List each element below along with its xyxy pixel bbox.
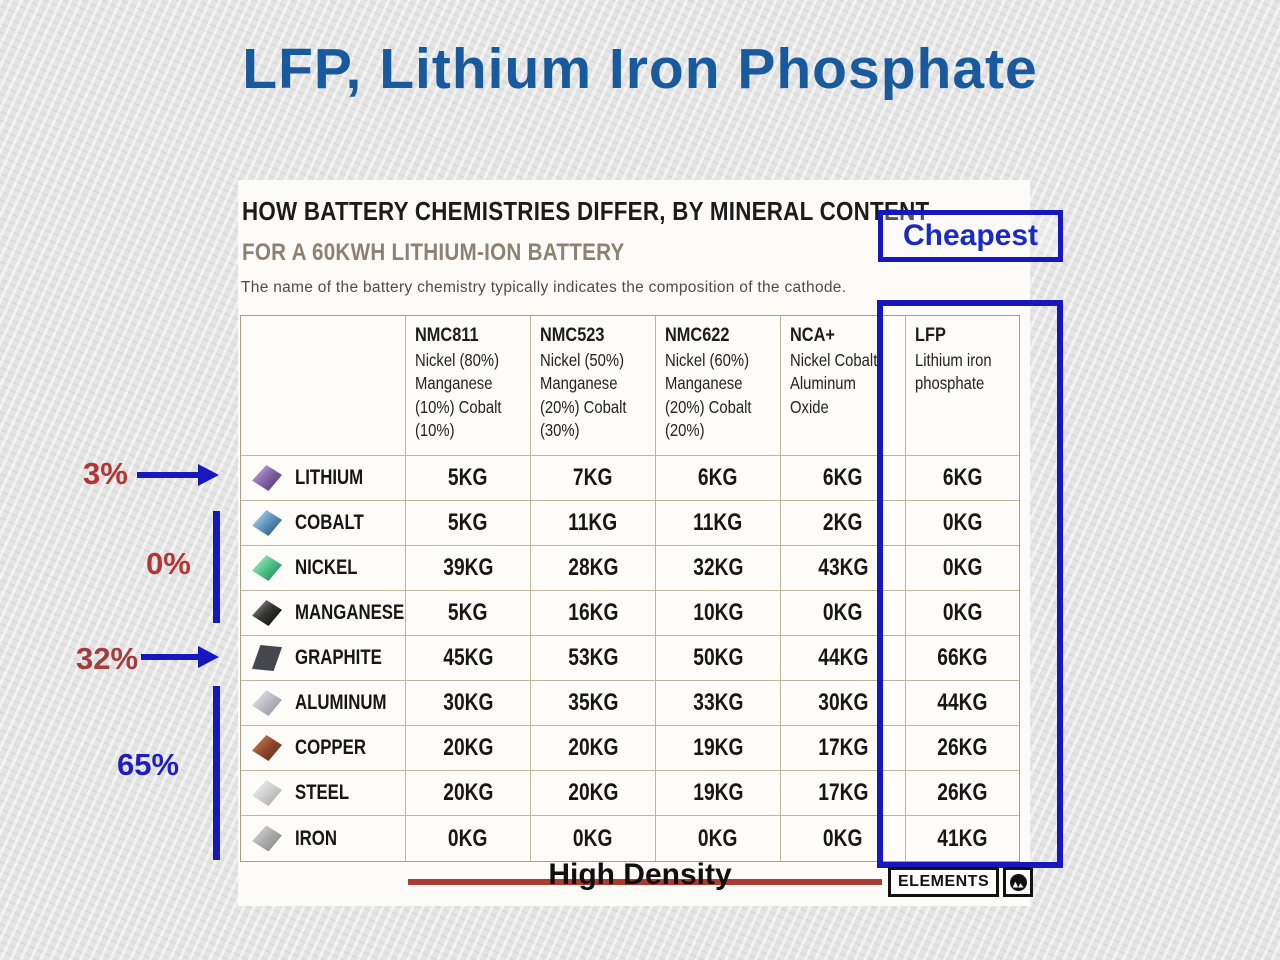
high-density-label: High Density <box>548 858 732 891</box>
value-text: 20KG <box>567 779 619 806</box>
value-text: 11KG <box>568 509 618 536</box>
percent-label-cobalt-nickel-manganese: 0% <box>146 546 191 581</box>
value-text: 0KG <box>448 824 488 852</box>
aluminum-mineral-icon <box>252 690 282 716</box>
value-text: 6KG <box>942 464 983 491</box>
column-header-nmc523 <box>531 316 656 456</box>
value-cell <box>656 816 781 861</box>
value-text: 66KG <box>937 644 988 671</box>
mineral-name: GRAPHITE <box>295 646 382 669</box>
value-cell <box>531 546 656 591</box>
column-header-nmc622 <box>656 316 781 456</box>
value-cell <box>656 456 781 501</box>
value-text: 0KG <box>698 824 738 852</box>
value-text: 19KG <box>692 779 744 806</box>
mineral-name: ALUMINUM <box>295 691 387 714</box>
row-label-lithium <box>241 456 406 501</box>
value-text: 2KG <box>823 509 863 536</box>
value-text: 7KG <box>573 464 613 491</box>
value-text: 16KG <box>567 599 619 626</box>
table-corner-cell <box>241 316 406 456</box>
mineral-name: COBALT <box>295 511 364 534</box>
column-composition: Lithium iron phosphate <box>915 350 992 394</box>
copper-mineral-icon <box>252 735 282 761</box>
bracket-line <box>213 511 220 623</box>
percent-label-aluminum-copper-steel-iron: 65% <box>117 747 180 782</box>
column-composition: Nickel (50%) Manganese (20%) Cobalt (30%) <box>540 350 627 440</box>
value-cell <box>531 681 656 726</box>
arrow-line <box>141 654 199 660</box>
value-text: 44KG <box>817 644 869 671</box>
value-text: 26KG <box>937 734 988 761</box>
value-cell <box>406 456 531 501</box>
elements-mountain-logo-icon <box>1010 874 1027 891</box>
value-text: 43KG <box>817 554 869 581</box>
value-cell <box>531 456 656 501</box>
value-text: 30KG <box>817 689 869 716</box>
value-cell <box>531 636 656 681</box>
mineral-name: LITHIUM <box>295 466 364 489</box>
value-text: 0KG <box>942 599 983 626</box>
value-text: 0KG <box>942 554 983 581</box>
value-text: 0KG <box>573 824 613 852</box>
value-cell <box>406 726 531 771</box>
column-name: NCA+ <box>790 325 835 346</box>
value-cell <box>656 726 781 771</box>
value-text: 45KG <box>442 644 494 671</box>
value-cell <box>656 501 781 546</box>
column-composition: Nickel (80%) Manganese (10%) Cobalt (10%) <box>415 350 502 440</box>
value-cell <box>531 501 656 546</box>
mineral-name: STEEL <box>295 781 350 804</box>
value-cell <box>406 546 531 591</box>
value-cell <box>406 816 531 861</box>
value-text: 17KG <box>817 734 869 761</box>
mountain-peaks-glyph <box>1013 882 1024 888</box>
value-cell <box>406 771 531 816</box>
value-cell <box>531 591 656 636</box>
infographic-subheading: FOR A 60KWH LITHIUM-ION BATTERY <box>242 239 625 266</box>
row-label-steel <box>241 771 406 816</box>
infographic-description: The name of the battery chemistry typically indicates the composition of the cathode. <box>241 279 847 296</box>
value-text: 10KG <box>692 599 744 626</box>
mineral-name: MANGANESE <box>295 601 405 624</box>
percent-label-lithium: 3% <box>83 456 128 491</box>
value-text: 53KG <box>567 644 619 671</box>
column-name: NMC811 <box>415 325 479 346</box>
manganese-mineral-icon <box>252 600 282 626</box>
mineral-name: IRON <box>295 826 337 850</box>
value-text: 28KG <box>567 554 619 581</box>
value-text: 17KG <box>817 779 869 806</box>
iron-mineral-icon <box>252 826 282 852</box>
value-text: 20KG <box>442 779 494 806</box>
cheapest-label: Cheapest <box>902 219 1039 252</box>
value-text: 50KG <box>692 644 744 671</box>
row-label-nickel <box>241 546 406 591</box>
value-text: 33KG <box>692 689 744 716</box>
value-cell <box>656 636 781 681</box>
value-cell <box>656 681 781 726</box>
value-cell <box>406 681 531 726</box>
value-text: 5KG <box>448 464 488 491</box>
mineral-name: NICKEL <box>295 556 358 579</box>
value-text: 32KG <box>692 554 744 581</box>
nickel-mineral-icon <box>252 555 282 581</box>
value-cell <box>656 771 781 816</box>
graphite-mineral-icon <box>252 645 282 671</box>
mineral-name: COPPER <box>295 736 366 759</box>
value-cell <box>406 501 531 546</box>
infographic-heading: HOW BATTERY CHEMISTRIES DIFFER, BY MINERAL CONTENT <box>242 196 930 226</box>
value-text: 0KG <box>823 824 863 852</box>
value-cell <box>406 636 531 681</box>
value-text: 20KG <box>442 734 494 761</box>
value-text: 19KG <box>692 734 744 761</box>
bracket-line <box>213 686 220 860</box>
value-cell <box>656 546 781 591</box>
value-text: 44KG <box>937 689 988 716</box>
column-composition: Nickel Cobalt Aluminum Oxide <box>790 350 878 417</box>
value-text: 6KG <box>698 464 738 491</box>
percent-label-graphite: 32% <box>76 641 139 676</box>
column-name: NMC523 <box>540 325 605 346</box>
value-text: 41KG <box>937 824 988 852</box>
row-label-iron <box>241 816 406 861</box>
value-cell <box>531 816 656 861</box>
value-text: 0KG <box>823 599 863 626</box>
value-text: 0KG <box>942 509 983 536</box>
value-text: 30KG <box>442 689 494 716</box>
slide-title: LFP, Lithium Iron Phosphate <box>242 37 1038 101</box>
arrow-right-icon <box>198 464 219 486</box>
steel-mineral-icon <box>252 780 282 806</box>
value-text: 11KG <box>693 509 743 536</box>
value-cell <box>531 726 656 771</box>
value-text: 20KG <box>567 734 619 761</box>
row-label-cobalt <box>241 501 406 546</box>
row-label-copper <box>241 726 406 771</box>
value-text: 35KG <box>567 689 619 716</box>
arrow-line <box>137 472 199 478</box>
value-text: 5KG <box>448 509 488 536</box>
column-name: NMC622 <box>665 325 730 346</box>
row-label-aluminum <box>241 681 406 726</box>
column-header-nmc811 <box>406 316 531 456</box>
value-text: 5KG <box>448 599 488 626</box>
row-label-graphite <box>241 636 406 681</box>
value-text: 26KG <box>937 779 988 806</box>
cobalt-mineral-icon <box>252 510 282 536</box>
value-cell <box>531 771 656 816</box>
lithium-mineral-icon <box>252 465 282 491</box>
arrow-right-icon <box>198 646 219 668</box>
elements-brand-logo <box>888 867 1033 897</box>
row-label-manganese <box>241 591 406 636</box>
cheapest-callout <box>878 210 1063 262</box>
brand-icon-box <box>1003 867 1033 897</box>
value-cell <box>656 591 781 636</box>
column-name: LFP <box>915 325 946 346</box>
brand-wordmark: ELEMENTS <box>888 867 999 897</box>
lfp-column-highlight-box <box>877 300 1063 868</box>
value-text: 6KG <box>823 464 863 491</box>
column-composition: Nickel (60%) Manganese (20%) Cobalt (20%) <box>665 350 752 440</box>
value-cell <box>406 591 531 636</box>
value-text: 39KG <box>442 554 494 581</box>
